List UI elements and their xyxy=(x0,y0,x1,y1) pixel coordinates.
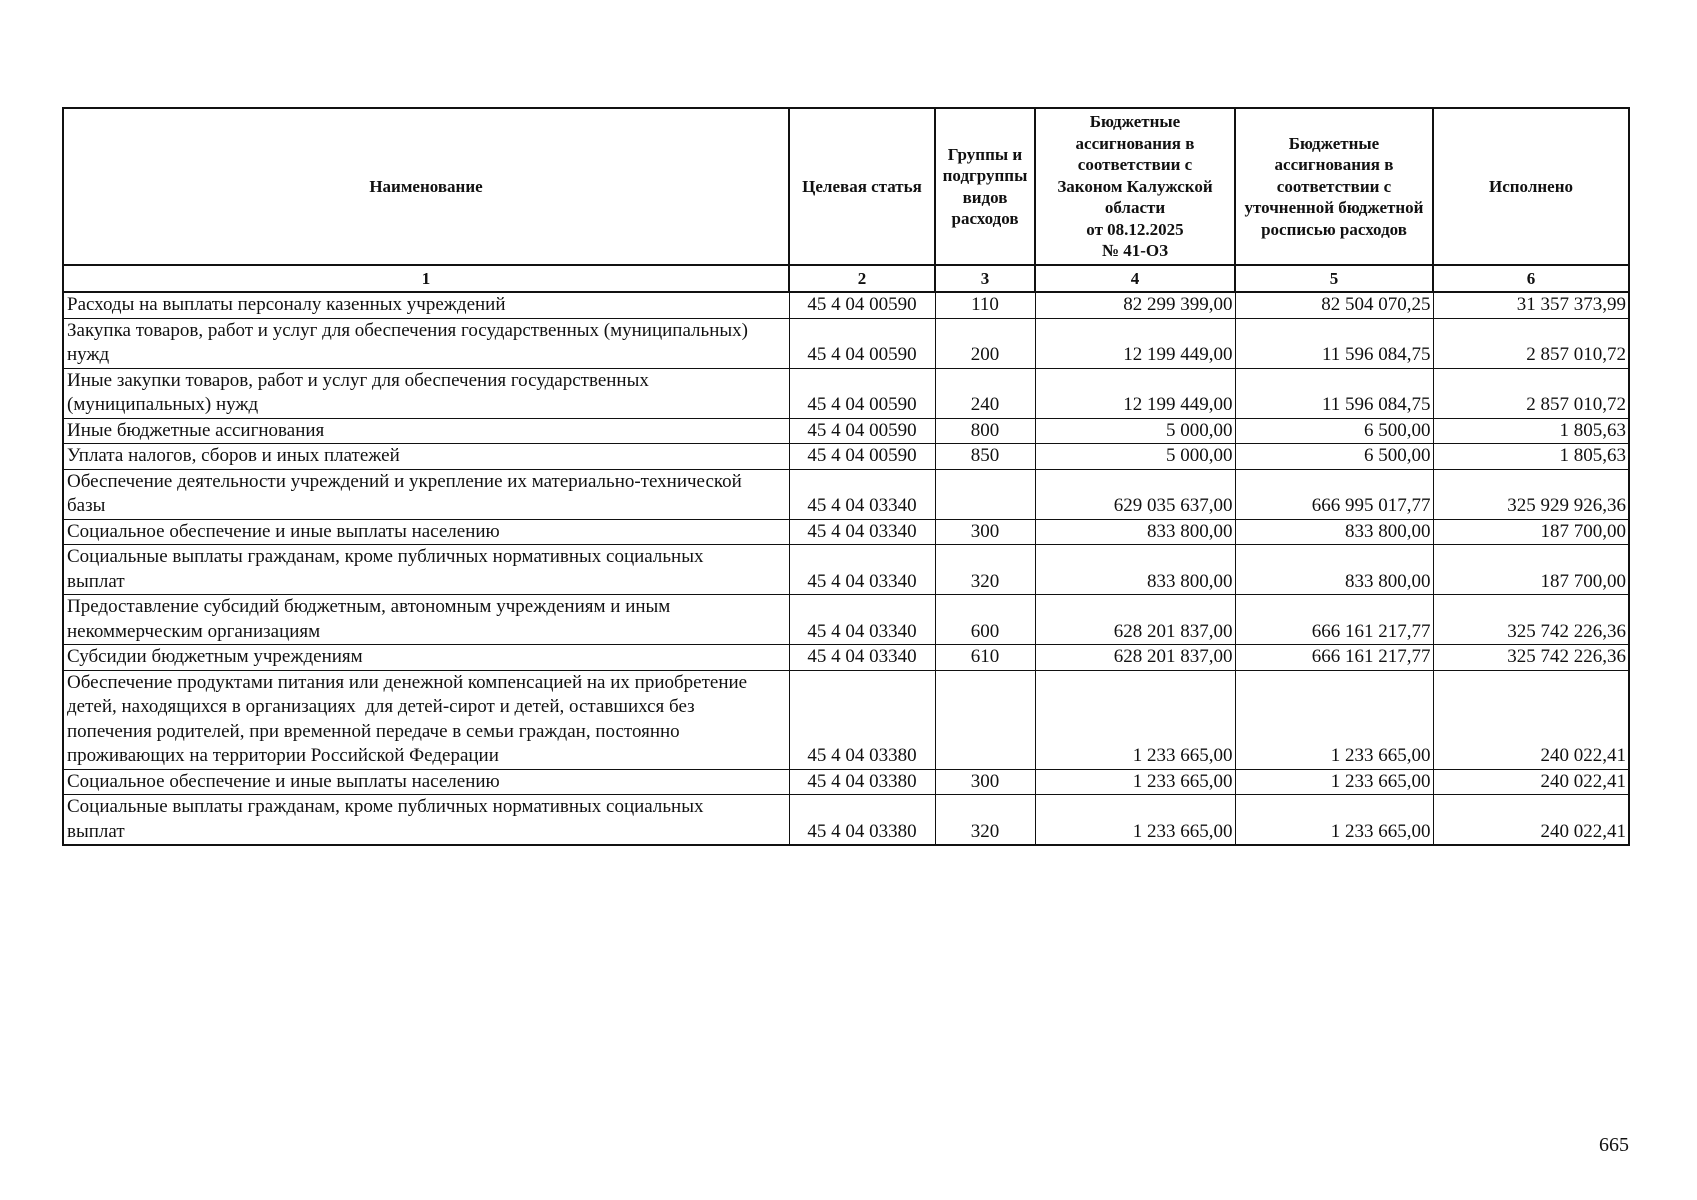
cell-refined-allocation: 6 500,00 xyxy=(1235,444,1433,470)
cell-target-article: 45 4 04 03340 xyxy=(789,519,935,545)
cell-expense-group: 600 xyxy=(935,595,1035,645)
column-number: 1 xyxy=(63,265,789,292)
cell-executed: 325 929 926,36 xyxy=(1433,469,1629,519)
cell-refined-allocation: 833 800,00 xyxy=(1235,545,1433,595)
cell-target-article: 45 4 04 00590 xyxy=(789,418,935,444)
cell-law-allocation: 1 233 665,00 xyxy=(1035,769,1235,795)
cell-target-article: 45 4 04 00590 xyxy=(789,444,935,470)
table-header xyxy=(63,108,1629,292)
cell-name: Социальное обеспечение и иные выплаты населению xyxy=(63,769,789,795)
page-number: 665 xyxy=(1599,1134,1629,1156)
cell-law-allocation: 1 233 665,00 xyxy=(1035,795,1235,846)
cell-name: Социальное обеспечение и иные выплаты населению xyxy=(63,519,789,545)
cell-target-article: 45 4 04 03380 xyxy=(789,795,935,846)
cell-target-article: 45 4 04 03380 xyxy=(789,769,935,795)
cell-name: Социальные выплаты гражданам, кроме публичных нормативных социальных выплат xyxy=(63,545,789,595)
cell-refined-allocation: 666 161 217,77 xyxy=(1235,645,1433,671)
cell-name: Обеспечение деятельности учреждений и укрепление их материально-технической базы xyxy=(63,469,789,519)
cell-law-allocation: 1 233 665,00 xyxy=(1035,670,1235,769)
column-number: 2 xyxy=(789,265,935,292)
cell-executed: 2 857 010,72 xyxy=(1433,368,1629,418)
header-expense-group: Группы и подгруппы видов расходов xyxy=(935,108,1035,265)
table-row xyxy=(63,670,1629,769)
column-number: 5 xyxy=(1235,265,1433,292)
cell-name: Субсидии бюджетным учреждениям xyxy=(63,645,789,671)
cell-target-article: 45 4 04 03340 xyxy=(789,595,935,645)
header-refined-allocation: Бюджетные ассигнования в соответствии с уточненной бюджетной росписью расходов xyxy=(1235,108,1433,265)
table-row xyxy=(63,444,1629,470)
cell-expense-group: 300 xyxy=(935,769,1035,795)
cell-name: Обеспечение продуктами питания или денежной компенсацией на их приобретение детей, находящихся в организациях для детей-сирот и детей, оставшихся без попечения родителей, при временной передаче в семьи граждан, постоянно проживающих на территории Российской Федерации xyxy=(63,670,789,769)
table-row xyxy=(63,318,1629,368)
cell-law-allocation: 5 000,00 xyxy=(1035,418,1235,444)
cell-name: Предоставление субсидий бюджетным, автономным учреждениям и иным некоммерческим организациям xyxy=(63,595,789,645)
header-executed: Исполнено xyxy=(1433,108,1629,265)
cell-executed: 325 742 226,36 xyxy=(1433,595,1629,645)
table-body xyxy=(63,292,1629,845)
column-number-row xyxy=(63,265,1629,292)
cell-refined-allocation: 1 233 665,00 xyxy=(1235,795,1433,846)
cell-law-allocation: 628 201 837,00 xyxy=(1035,595,1235,645)
cell-target-article: 45 4 04 03380 xyxy=(789,670,935,769)
table-row xyxy=(63,469,1629,519)
cell-name: Уплата налогов, сборов и иных платежей xyxy=(63,444,789,470)
cell-expense-group: 320 xyxy=(935,545,1035,595)
cell-law-allocation: 12 199 449,00 xyxy=(1035,368,1235,418)
cell-executed: 1 805,63 xyxy=(1433,418,1629,444)
cell-expense-group: 110 xyxy=(935,292,1035,318)
cell-law-allocation: 629 035 637,00 xyxy=(1035,469,1235,519)
cell-refined-allocation: 1 233 665,00 xyxy=(1235,670,1433,769)
table-row xyxy=(63,519,1629,545)
table-row xyxy=(63,595,1629,645)
cell-refined-allocation: 666 995 017,77 xyxy=(1235,469,1433,519)
budget-table xyxy=(62,107,1630,846)
cell-law-allocation: 12 199 449,00 xyxy=(1035,318,1235,368)
cell-law-allocation: 833 800,00 xyxy=(1035,519,1235,545)
header-law-allocation: Бюджетные ассигнования в соответствии с Законом Калужской области от 08.12.2025 № 41-ОЗ xyxy=(1035,108,1235,265)
cell-target-article: 45 4 04 03340 xyxy=(789,545,935,595)
cell-target-article: 45 4 04 00590 xyxy=(789,292,935,318)
table-row xyxy=(63,545,1629,595)
cell-name: Закупка товаров, работ и услуг для обеспечения государственных (муниципальных) нужд xyxy=(63,318,789,368)
cell-law-allocation: 833 800,00 xyxy=(1035,545,1235,595)
column-number: 6 xyxy=(1433,265,1629,292)
cell-name: Расходы на выплаты персоналу казенных учреждений xyxy=(63,292,789,318)
cell-name: Социальные выплаты гражданам, кроме публичных нормативных социальных выплат xyxy=(63,795,789,846)
cell-executed: 240 022,41 xyxy=(1433,795,1629,846)
column-number: 3 xyxy=(935,265,1035,292)
header-name: Наименование xyxy=(63,108,789,265)
cell-refined-allocation: 666 161 217,77 xyxy=(1235,595,1433,645)
cell-law-allocation: 5 000,00 xyxy=(1035,444,1235,470)
cell-refined-allocation: 833 800,00 xyxy=(1235,519,1433,545)
cell-expense-group xyxy=(935,670,1035,769)
cell-expense-group: 320 xyxy=(935,795,1035,846)
cell-refined-allocation: 6 500,00 xyxy=(1235,418,1433,444)
cell-executed: 240 022,41 xyxy=(1433,670,1629,769)
table-row xyxy=(63,292,1629,318)
cell-refined-allocation: 11 596 084,75 xyxy=(1235,318,1433,368)
cell-executed: 187 700,00 xyxy=(1433,545,1629,595)
cell-refined-allocation: 1 233 665,00 xyxy=(1235,769,1433,795)
cell-expense-group: 240 xyxy=(935,368,1035,418)
table-row xyxy=(63,769,1629,795)
cell-executed: 2 857 010,72 xyxy=(1433,318,1629,368)
cell-target-article: 45 4 04 00590 xyxy=(789,368,935,418)
cell-target-article: 45 4 04 03340 xyxy=(789,469,935,519)
table-row xyxy=(63,795,1629,846)
cell-expense-group xyxy=(935,469,1035,519)
cell-expense-group: 850 xyxy=(935,444,1035,470)
cell-expense-group: 200 xyxy=(935,318,1035,368)
cell-executed: 240 022,41 xyxy=(1433,769,1629,795)
header-target-article: Целевая статья xyxy=(789,108,935,265)
cell-law-allocation: 628 201 837,00 xyxy=(1035,645,1235,671)
cell-executed: 31 357 373,99 xyxy=(1433,292,1629,318)
table-row xyxy=(63,418,1629,444)
cell-refined-allocation: 11 596 084,75 xyxy=(1235,368,1433,418)
column-number: 4 xyxy=(1035,265,1235,292)
cell-expense-group: 300 xyxy=(935,519,1035,545)
table-row xyxy=(63,645,1629,671)
cell-executed: 187 700,00 xyxy=(1433,519,1629,545)
cell-target-article: 45 4 04 00590 xyxy=(789,318,935,368)
cell-name: Иные бюджетные ассигнования xyxy=(63,418,789,444)
cell-refined-allocation: 82 504 070,25 xyxy=(1235,292,1433,318)
cell-executed: 1 805,63 xyxy=(1433,444,1629,470)
cell-law-allocation: 82 299 399,00 xyxy=(1035,292,1235,318)
cell-expense-group: 610 xyxy=(935,645,1035,671)
cell-target-article: 45 4 04 03340 xyxy=(789,645,935,671)
header-row xyxy=(63,108,1629,265)
table-row xyxy=(63,368,1629,418)
cell-name: Иные закупки товаров, работ и услуг для обеспечения государственных (муниципальных) нужд xyxy=(63,368,789,418)
cell-executed: 325 742 226,36 xyxy=(1433,645,1629,671)
cell-expense-group: 800 xyxy=(935,418,1035,444)
